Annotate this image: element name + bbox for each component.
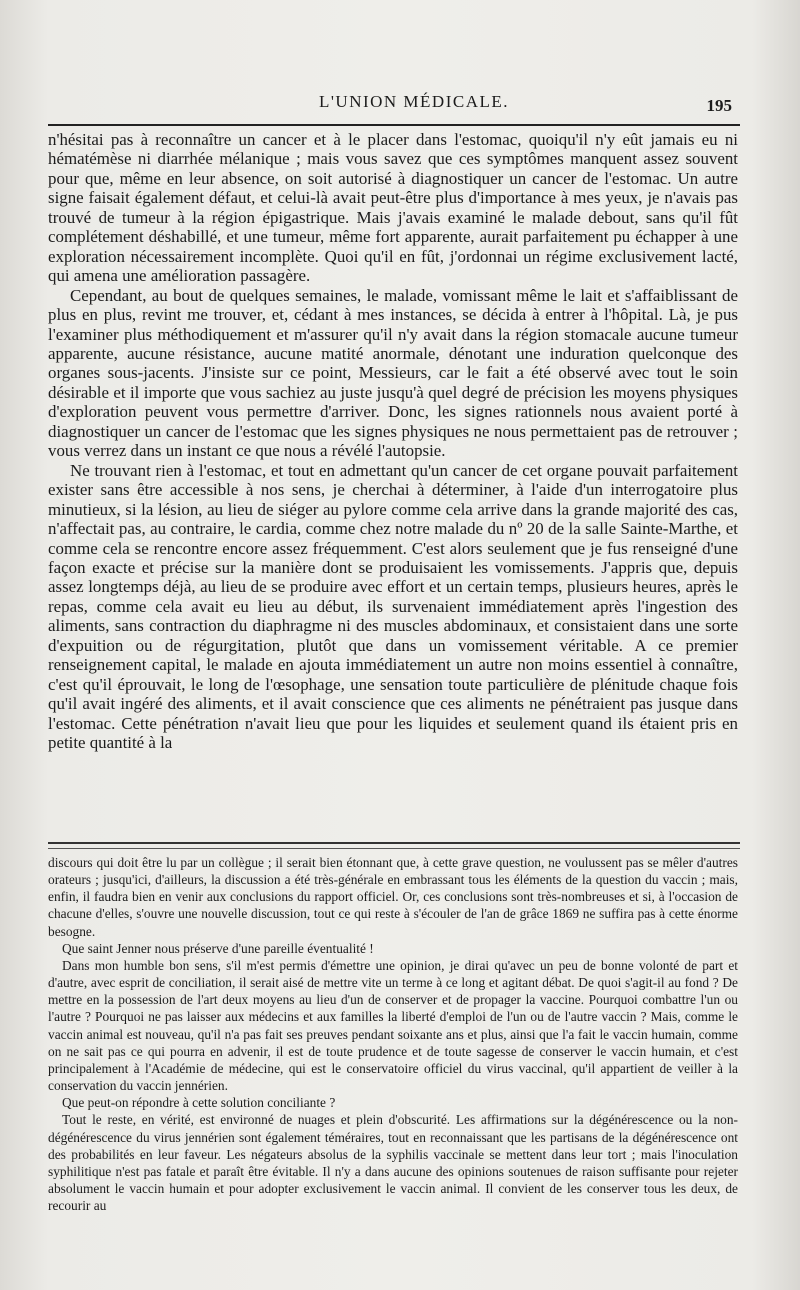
footnote-paragraph: Que saint Jenner nous préserve d'une pareille éventualité !: [62, 940, 374, 956]
footnote-paragraph: Dans mon humble bon sens, s'il m'est permis d'émettre une opinion, je dirai qu'avec un peu de bonne volonté de part et d'autre, avec esprit de conciliation, il serait aisé de mettre vite un terme à ce long et agitant débat. De quoi s'agit-il au fond ? De mettre en la possession de l'art deux moyens au lieu d'un de conserver et de propager la vaccine. Pourquoi combattre l'un ou l'autre ? Pourquoi ne pas laisser aux médecins et aux familles la liberté d'emploi de l'un ou de l'autre vaccin ? Mais, comme le vaccin animal est nouveau, qu'il n'a pas fait ses preuves pendant soixante ans et plus, ainsi que l'a fait le vaccin humain, comme on ne sait pas ce qui pourra en advenir, il est de toute prudence et de toute sagesse de conserver le vaccin humain, et c'est principalement à l'Académie de médecine, qui est le conservatoire officiel du virus vaccinal, qu'il appartient de veiller à la conservation du vaccin jennérien.: [48, 957, 738, 1094]
footnote-paragraph: discours qui doit être lu par un collègue ; il serait bien étonnant que, à cette grave question, ne voulussent pas se mêler d'autres orateurs ; jusqu'ici, d'ailleurs, la discussion a été très-générale en embrassant tous les éléments de la question du vaccin ; mais, enfin, il faudra bien en venir aux conclusions du rapport officiel. Or, ces conclusions sont très-nombreuses et si, à l'occasion de chacune d'elles, s'ouvre une nouvelle discussion, tout ce qui reste à s'écouler de l'an de grâce 1869 ne suffira pas à cette énorme besogne.: [48, 855, 738, 939]
footnote-paragraph: Que peut-on répondre à cette solution conciliante ?: [62, 1095, 336, 1111]
page-header: [48, 92, 740, 116]
body-paragraph: n'hésitai pas à reconnaître un cancer et à le placer dans l'estomac, quoiqu'il n'y eût jamais eu ni hématémèse ni diarrhée mélanique ; mais vous savez que ces symptômes manquent assez souvent pour que, même en leur absence, on soit autorisé à diagnostiquer un cancer de l'estomac. Un autre signe faisait également défaut, et celui-là avait peut-être plus d'importance à mes yeux, je n'avais pas trouvé de tumeur à la région épigastrique. Mais j'avais examiné le malade debout, sans qu'il fût complétement déshabillé, et une tumeur, même fort apparente, aurait parfaitement pu échapper à une exploration nécessairement incomplète. Quoi qu'il en fût, j'ordonnai un régime exclusivement lacté, qui amena une amélioration passagère.: [48, 130, 738, 286]
page-number: 195: [706, 96, 732, 115]
feuilleton-footnote: [48, 854, 738, 1214]
header-rule: [48, 124, 740, 126]
main-text-column: [48, 130, 738, 753]
body-paragraph: Ne trouvant rien à l'estomac, et tout en admettant qu'un cancer de cet organe pouvait parfaitement exister sans être accessible à nos sens, je cherchai à déterminer, à l'aide d'un interrogatoire plus minutieux, si la lésion, au lieu de siéger au pylore comme cela arrive dans la grande majorité des cas, n'affectait pas, au contraire, le cardia, comme chez notre malade du nº 20 de la salle Sainte-Marthe, et comme cela se rencontre encore assez fréquemment. C'est alors seulement que je fus renseigné d'une façon exacte et précise sur la manière dont se produisaient les vomissements. J'appris que, depuis assez longtemps déjà, au lieu de se produire avec effort et un certain temps, plusieurs heures, après le repas, comme cela avait eu lieu au début, ils survenaient immédiatement après l'ingestion des aliments, sans contraction du diaphragme ni des muscles abdominaux, et consistaient dans une sorte d'expuition ou de régurgitation, plutôt que dans un vomissement véritable. A ce premier renseignement capital, le malade en ajouta immédiatement un autre non moins essentiel à connaître, c'est qu'il éprouvait, le long de l'œsophage, une sensation toute particulière de plénitude chaque fois qu'il avait ingéré des aliments, et il avait conscience que ces aliments ne pénétraient pas jusque dans l'estomac. Cette pénétration n'avait lieu que pour les liquides et seulement quand ils étaient pris en petite quantité à la: [48, 460, 738, 753]
running-head: L'UNION MÉDICALE.: [318, 92, 510, 111]
footnote-paragraph: Tout le reste, en vérité, est environné de nuages et plein d'obscurité. Les affirmations sur la dégénérescence ou la non-dégénérescence du virus jennérien sont également téméraires, tout en reconnaissant que les partisans de la dégénérescence ont des probabilités en leur faveur. Les négateurs absolus de la syphilis vaccinale se mettent dans leur tort ; mais l'inoculation syphilitique n'est pas fatale et paraît être évitable. Il n'y a dans aucune des opinions soutenues de raison suffisante pour rejeter absolument le vaccin humain et pour adopter exclusivement le vaccin animal. Il convient de les conserver tous les deux, de recourir au: [48, 1112, 738, 1214]
footnote-separator: [48, 842, 740, 849]
body-paragraph: Cependant, au bout de quelques semaines, le malade, vomissant même le lait et s'affaiblissant de plus en plus, revint me trouver, et, cédant à mes instances, se décida à entrer à l'hôpital. Là, je pus l'examiner plus méthodiquement et m'assurer qu'il n'y avait dans la région stomacale aucune tumeur apparente, aucune résistance, aucune matité anormale, dénotant une induration quelconque des organes sous-jacents. J'insiste sur ce point, Messieurs, car le fait a été observé avec tout le soin désirable et il importe que vous sachiez au juste jusqu'à quel degré de précision les moyens physiques d'exploration peuvent vous permettre d'arriver. Donc, les signes rationnels nous avaient porté à diagnostiquer un cancer de l'estomac que les signes physiques ne nous permettaient pas de retrouver ; vous verrez dans un instant ce que nous a révélé l'autopsie.: [48, 285, 738, 461]
